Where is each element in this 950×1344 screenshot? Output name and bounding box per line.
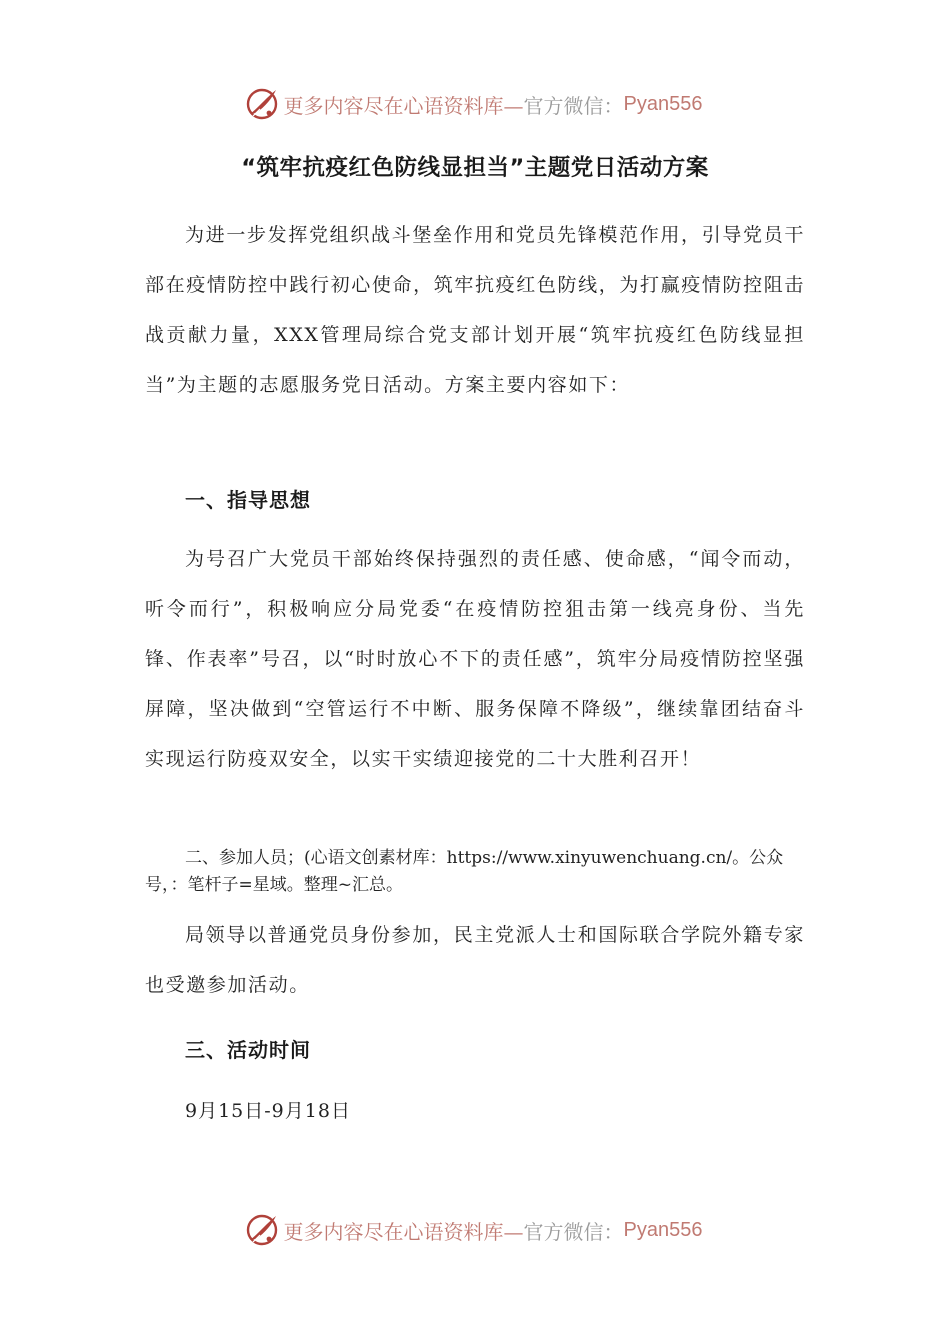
participants-paragraph: 局领导以普通党员身份参加，民主党派人士和国际联合学院外籍专家也受邀参加活动。 [145,924,805,996]
section-heading-guiding-ideology: 一、指导思想 [185,488,311,512]
quill-pen-icon [244,86,280,122]
banner-wechat-label: 官方微信： [523,1219,624,1244]
banner-promo-text: 更多内容尽在心语资料库— [283,93,524,118]
participants-heading-line: 二、参加人员；(心语文创素材库：https://www.xinyuwenchuang.cn/。公众号，：笔杆子=星域。整理~汇总。 [145,848,784,895]
intro-paragraph: 为进一步发挥党组织战斗堡垒作用和党员先锋模范作用，引导党员干部在疫情防控中践行初心使命，筑牢抗疫红色防线，为打赢疫情防控阻击战贡献力量，XXX管理局综合党支部计划开展“筑牢抗疫红色防线显担当”为主题的志愿服务党日活动。方案主要内容如下： [145,224,805,396]
header-watermark-banner [0,84,950,124]
footer-watermark-banner [0,1210,950,1250]
banner-promo-text: 更多内容尽在心语资料库— [283,1219,524,1244]
banner-wechat-id: Pyan556 [623,92,703,115]
guiding-ideology-paragraph: 为号召广大党员干部始终保持强烈的责任感、使命感，“闻令而动，听令而行”，积极响应分局党委“在疫情防控狙击第一线亮身份、当先锋、作表率”号召，以“时时放心不下的责任感”，筑牢分局疫情防控坚强屏障，坚决做到“空管运行不中断、服务保障不降级”，继续靠团结奋斗实现运行防疫双安全，以实干实绩迎接党的二十大胜利召开！ [145,548,805,770]
activity-date: 9月15日-9月18日 [185,1100,351,1122]
section-heading-activity-time: 三、活动时间 [185,1038,311,1062]
page-title: “筑牢抗疫红色防线显担当”主题党日活动方案 [241,155,709,181]
banner-wechat-id: Pyan556 [623,1218,703,1241]
quill-pen-icon [244,1212,280,1248]
banner-wechat-label: 官方微信： [523,93,624,118]
